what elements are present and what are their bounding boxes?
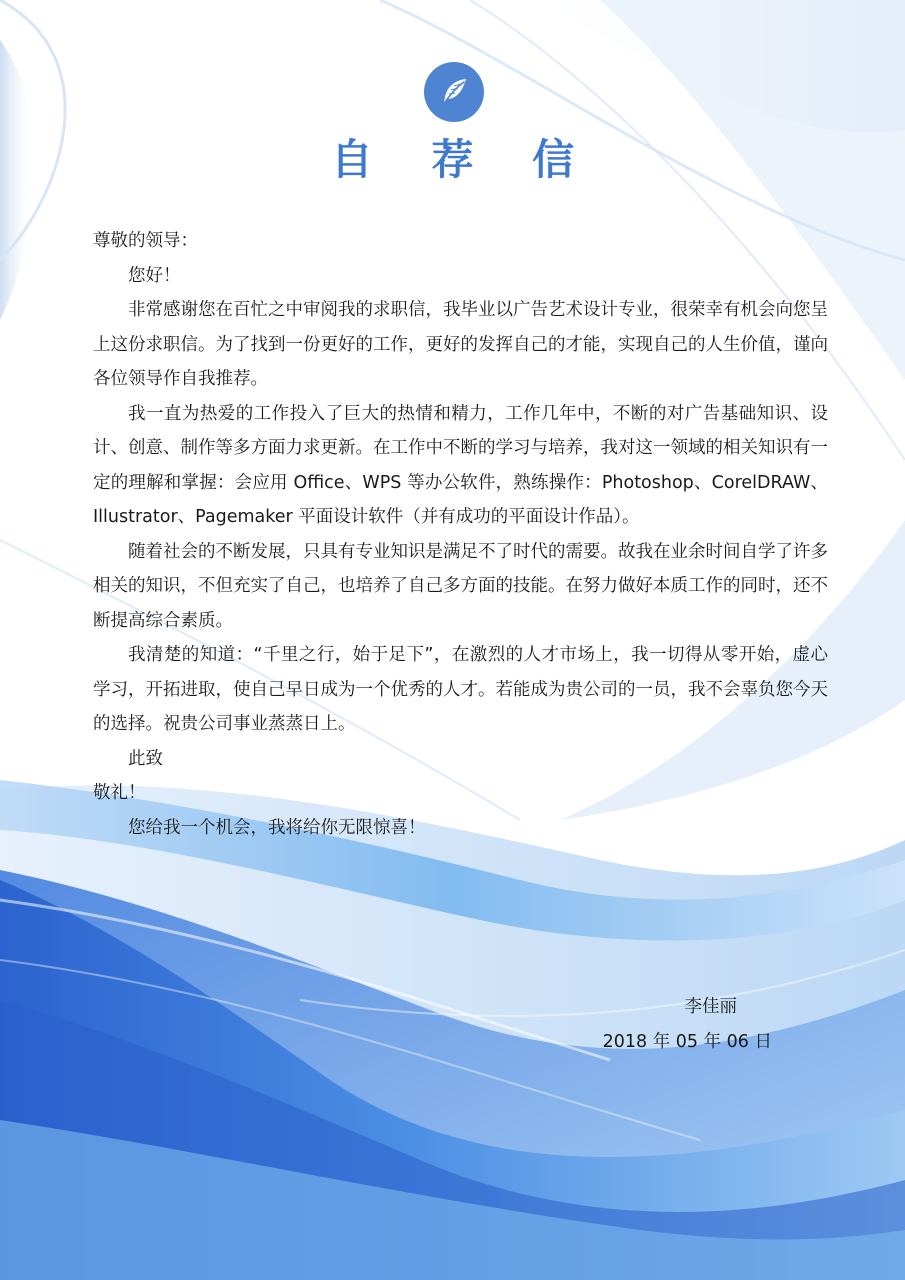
closing-2: 敬礼！	[93, 783, 146, 803]
signature-date: 2018 年 05 年 06 日	[602, 1031, 772, 1052]
paragraph-2: 我一直为热爱的工作投入了巨大的热情和精力，工作几年中，不断的对广告基础知识、设计、创意、制作等多方面力求更新。在工作中不断的学习与培养，我对这一领域的相关知识有一定的理解和掌握：会应用 Office、WPS 等办公软件，熟练操作：Photoshop、CorelDRAW、Illustrator、Pagemaker 平面设计软件（并有成功的平面设计作品）。	[93, 403, 828, 527]
feather-quill-icon	[437, 75, 471, 109]
postscript: 您给我一个机会，我将给你无限惊喜！	[128, 817, 426, 838]
paragraph-1: 非常感谢您在百忙之中审阅我的求职信，我毕业以广告艺术设计专业，很荣幸有机会向您呈上这份求职信。为了找到一份更好的工作，更好的发挥自己的才能，实现自己的人生价值，谨向各位领导作自我推荐。	[93, 300, 828, 389]
salutation: 尊敬的领导：	[93, 231, 198, 251]
signature-block	[560, 990, 832, 1059]
closing-1: 此致	[128, 748, 163, 769]
paragraph-4: 我清楚的知道：“千里之行，始于足下”，在激烈的人才市场上，我一切得从零开始，虚心学习，开拓进取，使自己早日成为一个优秀的人才。若能成为贵公司的一员，我不会辜负您今天的选择。祝贵公司事业蒸蒸日上。	[93, 645, 828, 734]
greeting: 您好！	[128, 265, 181, 286]
paragraph-3: 随着社会的不断发展，只具有专业知识是满足不了时代的需要。故我在业余时间自学了许多相关的知识，不但充实了自己，也培养了自己多方面的技能。在努力做好本质工作的同时，还不断提高综合素质。	[93, 541, 828, 631]
page-title: 自 荐 信	[330, 135, 597, 184]
letter-body	[93, 224, 828, 845]
signature-name: 李佳丽	[684, 997, 737, 1017]
feather-logo	[424, 62, 484, 122]
